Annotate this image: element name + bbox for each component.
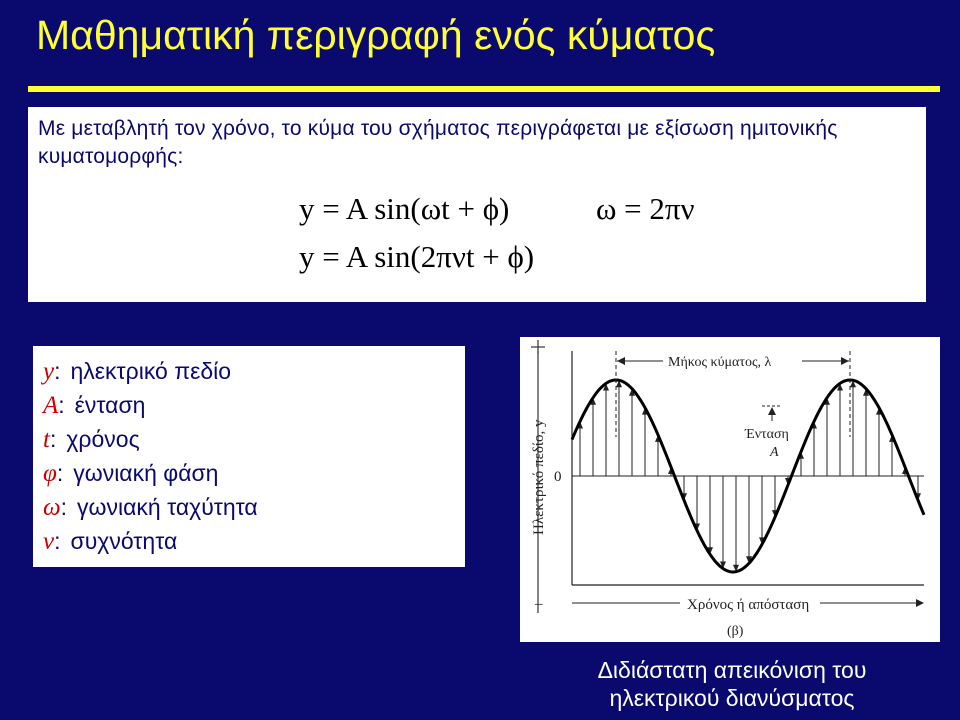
legend-symbol: y [43, 358, 55, 385]
legend-row-omega: ω: γωνιακή ταχύτητα [43, 494, 258, 521]
intensity-symbol: A [770, 445, 779, 460]
slide-title: Μαθηματική περιγραφή ενός κύματος [36, 12, 716, 58]
legend-symbol: ν [43, 528, 55, 555]
x-axis-label: Χρόνος ή απόσταση [687, 597, 810, 613]
legend-row-t: t: χρόνος [43, 426, 140, 453]
equation-frequency-form: y = A sin(2πνt + ϕ) [299, 239, 535, 274]
legend-row-nu: ν: συχνότητα [43, 528, 178, 555]
figure-caption: Διδιάστατη απεικόνιση του ηλεκτρικού διανύσματος [597, 657, 867, 711]
legend-symbol: A [43, 392, 59, 419]
intro-text: Με μεταβλητή τον χρόνο, το κύμα του σχήματος περιγράφεται με εξίσωση ημιτονικής κυματομορφής: [38, 117, 838, 168]
title-divider [28, 86, 940, 92]
equation-panel [28, 107, 926, 302]
wave-diagram [520, 337, 940, 642]
legend-label: χρόνος [66, 426, 140, 452]
wavelength-label: Μήκος κύματος, λ [668, 355, 772, 370]
legend-symbol: ω [43, 494, 61, 521]
wave-figure [520, 337, 940, 642]
legend-row-y: y: ηλεκτρικό πεδίο [43, 358, 232, 385]
y-axis-label: Ηλεκτρικό πεδίο, y [531, 419, 547, 535]
minus-sign: – [535, 596, 543, 612]
equation-angular-velocity: ω = 2πν [596, 191, 695, 226]
zero-label: 0 [554, 469, 562, 485]
legend-label: συχνότητα [70, 528, 178, 554]
legend-label: γωνιακή φάση [73, 460, 219, 486]
intensity-label: Ένταση [745, 427, 789, 442]
symbol-legend [33, 346, 465, 567]
legend-row-a: A: ένταση [43, 392, 146, 419]
legend-symbol: t [43, 426, 50, 453]
legend-label: ηλεκτρικό πεδίο [70, 358, 232, 384]
legend-symbol: φ [43, 460, 57, 487]
legend-label: γωνιακή ταχύτητα [77, 494, 258, 520]
legend-row-phi: φ: γωνιακή φάση [43, 460, 219, 487]
panel-label: (β) [727, 624, 744, 639]
equation-omega-form: y = A sin(ωt + ϕ) [299, 191, 510, 226]
legend-label: ένταση [74, 392, 146, 418]
